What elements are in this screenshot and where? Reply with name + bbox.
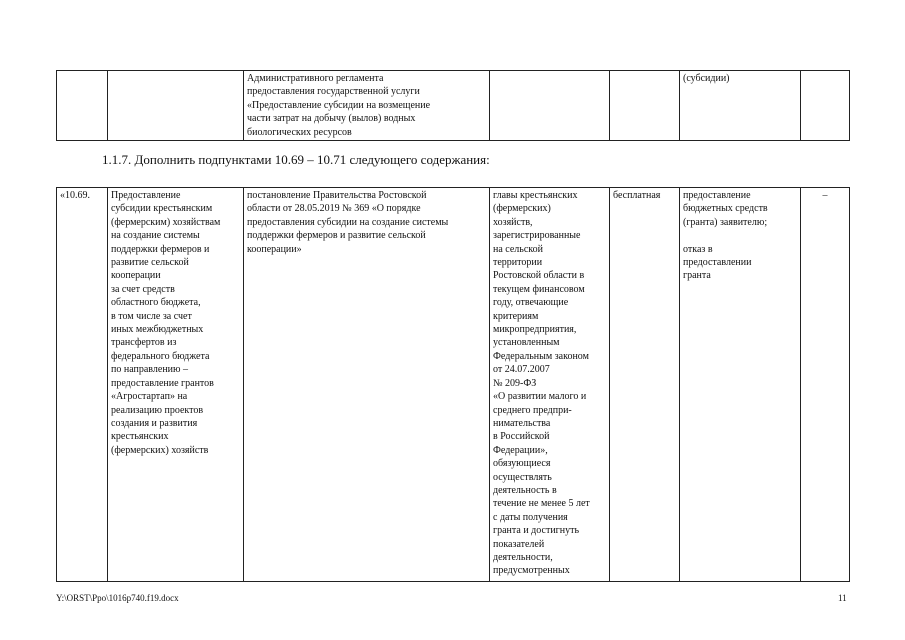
- cell-number: «10.69.: [57, 188, 108, 582]
- section-heading: 1.1.7. Дополнить подпунктами 10.69 – 10.71 следующего содержания:: [102, 152, 490, 167]
- page-number: 11: [838, 593, 847, 603]
- table-row: [57, 71, 850, 141]
- cell-result: предоставление бюджетных средств (гранта) заявителю; отказ в предоставлении гранта: [680, 188, 801, 582]
- services-table: [56, 187, 850, 582]
- cell-recipients: [490, 71, 610, 141]
- continuation-table: [56, 70, 850, 141]
- cell-result: (субсидии): [680, 71, 801, 141]
- cell-recipients: главы крестьянских (фермерских) хозяйств, зарегистрированные на сельской территории Ростовской области в текущем финансовом году, отвечающие критериям микропредприятия, установленным Федеральным законом от 24.07.2007 № 209-ФЗ «О развитии малого и среднего предпри- нимательства в Российской Федерации», обязующиеся осуществлять деятельность в течение не менее 5 лет с даты получения гранта и достигнуть показателей деятельности, предусмотренных: [490, 188, 610, 582]
- table-row: [57, 188, 850, 582]
- cell-extra: [801, 71, 850, 141]
- cell-fee: бесплатная: [610, 188, 680, 582]
- cell-name: [108, 71, 244, 141]
- cell-number: [57, 71, 108, 141]
- cell-extra: –: [801, 188, 850, 582]
- file-path: Y:\ORST\Ppo\1016p740.f19.docx: [56, 593, 179, 603]
- cell-act: постановление Правительства Ростовской области от 28.05.2019 № 369 «О порядке предоставления субсидии на создание системы поддержки фермеров и развитие сельской кооперации»: [244, 188, 490, 582]
- cell-name: Предоставление субсидии крестьянским (фермерским) хозяйствам на создание системы поддержки фермеров и развитие сельской кооперации за счет средств областного бюджета, в том числе за счет иных межбюджетных трансфертов из федерального бюджета по направлению – предоставление грантов «Агростартап» на реализацию проектов создания и развития крестьянских (фермерских) хозяйств: [108, 188, 244, 582]
- cell-act: Административного регламента предоставления государственной услуги «Предоставление субсидии на возмещение части затрат на добычу (вылов) водных биологических ресурсов: [244, 71, 490, 141]
- cell-fee: [610, 71, 680, 141]
